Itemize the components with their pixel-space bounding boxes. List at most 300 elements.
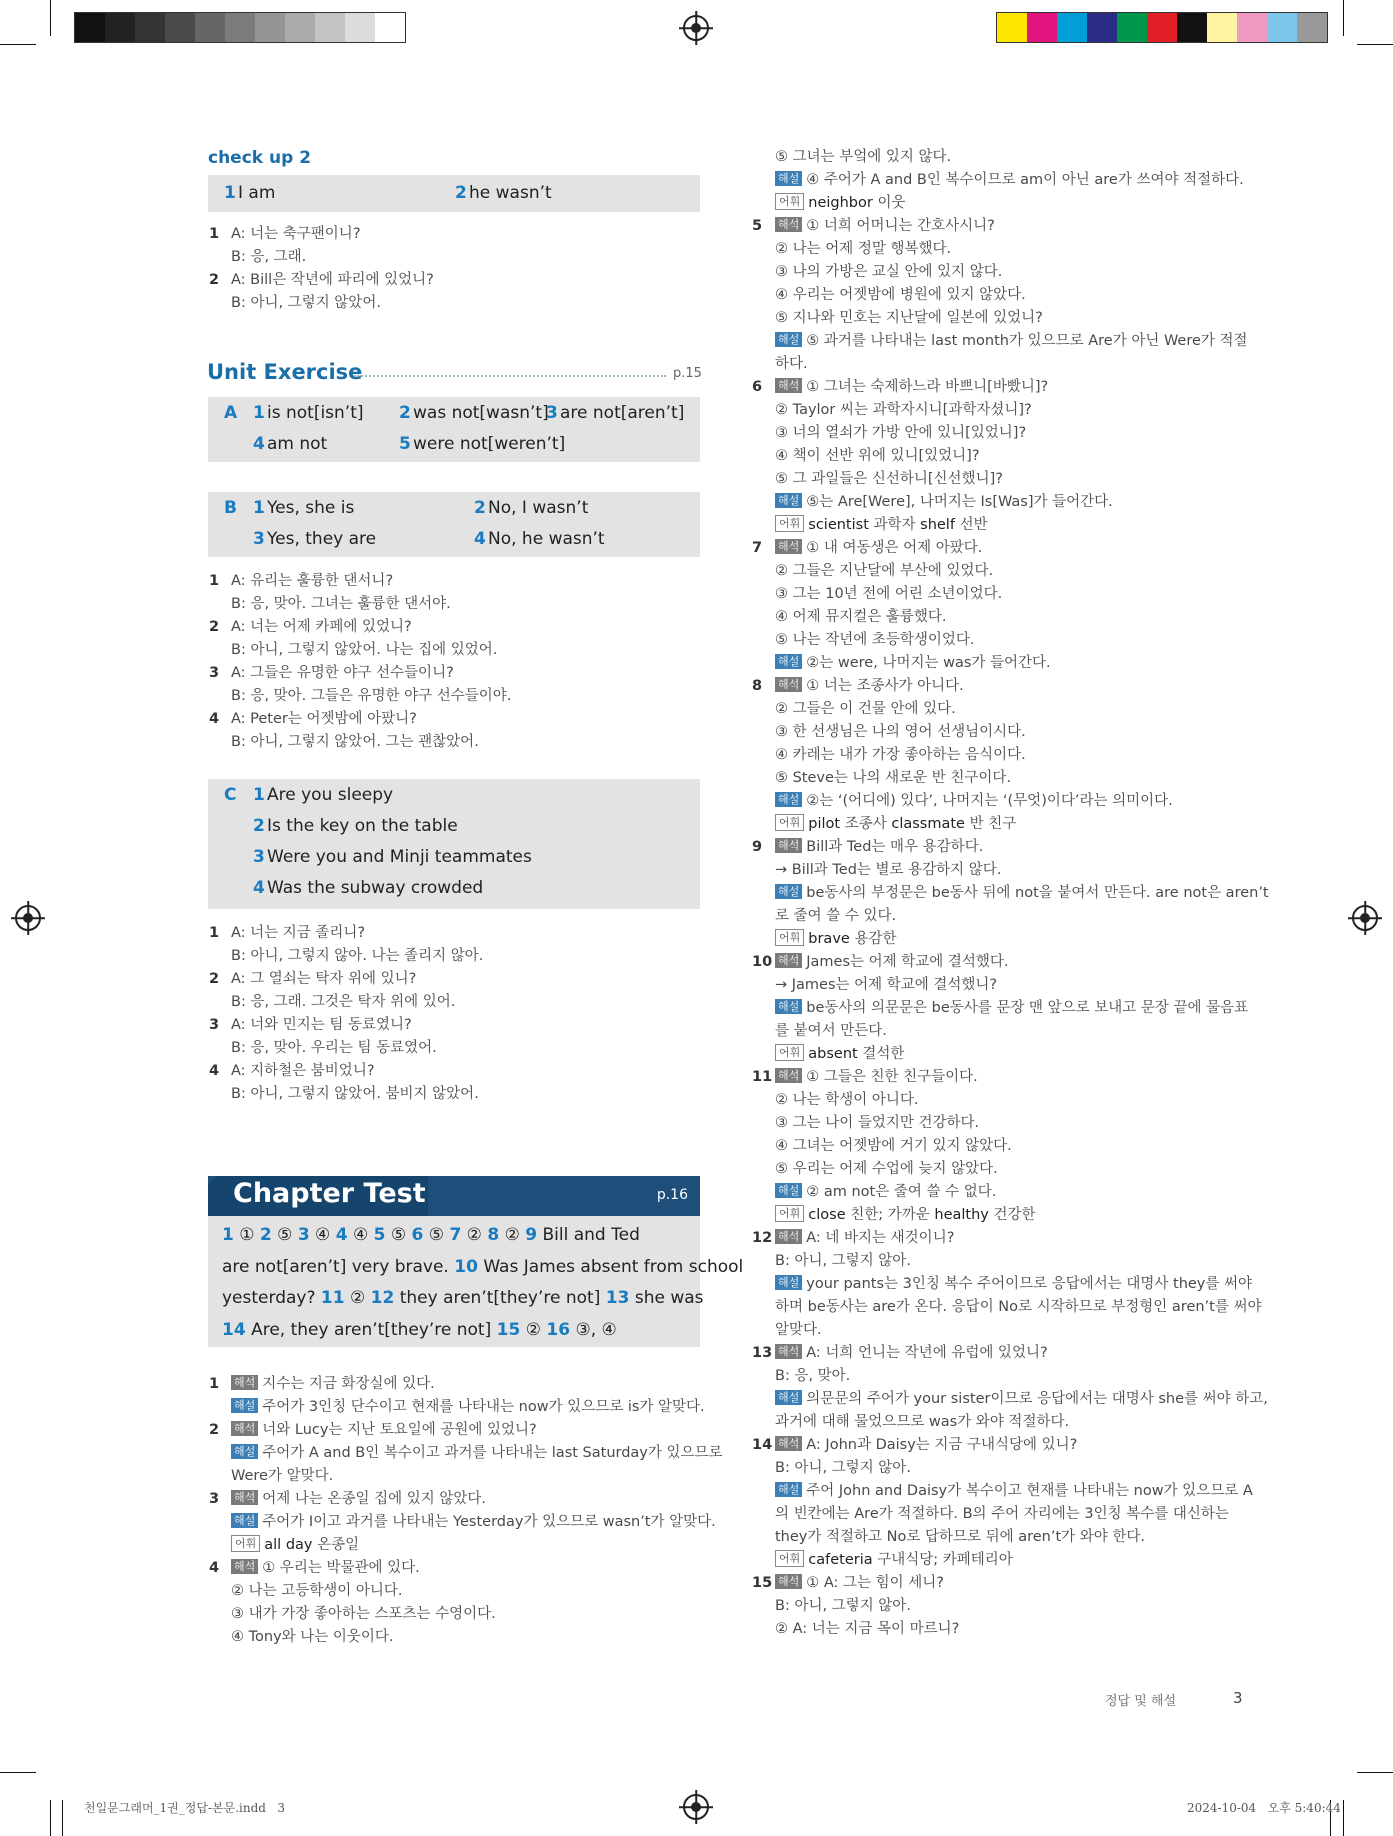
line-text: A: 네 바지는 새것이니? (806, 1230, 955, 1246)
explanation-line (231, 292, 381, 315)
explanation-line (775, 882, 1269, 905)
explanation-line (775, 1273, 1252, 1296)
line-text: ⑤ 지나와 민호는 지난달에 일본에 있었니? (775, 310, 1043, 326)
page-number: 3 (1233, 1689, 1243, 1707)
vocab-word: brave (808, 931, 855, 947)
crop-mark (1343, 1800, 1344, 1836)
label-tag-vocab: 어휘 (775, 515, 804, 532)
explanation-line (231, 593, 451, 616)
line-text: 주어가 3인칭 단수이고 현재를 나타내는 now가 있으므로 is가 알맞다. (262, 1399, 705, 1415)
label-tag-explanation: 해설 (775, 654, 802, 669)
explanation-line (775, 606, 947, 629)
answer-text: ⑤ (423, 1225, 450, 1245)
answer-number: 2 (455, 183, 467, 203)
label-tag-translation: 해석 (775, 1574, 802, 1589)
line-text: 주어가 A and B인 복수이고 과거를 나타내는 last Saturday가 있으므로 (262, 1445, 723, 1461)
answer-number: 4 (335, 1225, 348, 1245)
line-text: ④ 우리는 어젯밤에 병원에 있지 않았다. (775, 287, 1026, 303)
label-tag-translation: 해석 (775, 677, 802, 692)
explanation-line (231, 1060, 375, 1083)
crop-mark (1357, 44, 1393, 45)
line-text: A: 너희 언니는 작년에 유럽에 있었니? (806, 1345, 1048, 1361)
answer-text: ⑤ (271, 1225, 298, 1245)
line-text: A: 지하철은 붐비었니? (231, 1063, 375, 1079)
answer-number: 1 (253, 403, 265, 423)
explanation-line (775, 491, 1113, 514)
line-text: B: 아니, 그렇지 않아. (775, 1598, 911, 1614)
item-number: 11 (752, 1069, 773, 1085)
line-text: → Bill과 Ted는 별로 용감하지 않다. (775, 862, 1002, 878)
label-tag-explanation: 해설 (231, 1444, 258, 1459)
line-text: be동사의 부정문은 be동사 뒤에 not을 붙여서 만든다. are not은 aren’t (806, 885, 1269, 901)
explanation-line (775, 514, 988, 537)
explanation-line (775, 1135, 1012, 1158)
explanation-line (775, 215, 995, 238)
explanation-line (231, 1557, 420, 1580)
answer-text: is not[isn’t] (267, 403, 364, 423)
page-ref: p.15 (673, 366, 702, 381)
line-text: 구내식당; 카페테리아 (877, 1552, 1013, 1568)
vocab-word: pilot (808, 816, 845, 832)
explanation-line (775, 307, 1043, 330)
answer-number: 16 (546, 1319, 571, 1340)
explanation-line (775, 169, 1244, 192)
explanation-line (231, 1534, 359, 1557)
explanation-line (231, 1511, 716, 1534)
explanation-line (231, 1396, 705, 1419)
item-number: 2 (209, 272, 220, 288)
line-text: ③ 그는 나이 들었지만 건강하다. (775, 1115, 980, 1131)
label-tag-explanation: 해설 (775, 1482, 802, 1497)
explanation-line (775, 146, 951, 169)
answer-number: 4 (253, 878, 265, 898)
line-text: ⑤ 그 과일들은 신선하니[신선했니]? (775, 471, 1003, 487)
crop-mark (50, 0, 51, 36)
answer-text: ③, ④ (570, 1319, 617, 1340)
explanation-line (775, 1572, 944, 1595)
answer-text: yesterday? (222, 1288, 321, 1308)
vocab-word: scientist (808, 517, 874, 533)
line-text: A: 너와 민지는 팀 동료였니? (231, 1017, 412, 1033)
answer-text: am not (267, 434, 328, 454)
line-text: ② 나는 어제 정말 행복했다. (775, 241, 952, 257)
line-text: ② 나는 학생이 아니다. (775, 1092, 919, 1108)
item-number: 1 (209, 925, 220, 941)
explanation-line (231, 1373, 435, 1396)
answer-number: 8 (487, 1225, 500, 1245)
explanation-line (775, 1204, 1036, 1227)
item-number: 2 (209, 971, 220, 987)
answer-number: 7 (449, 1225, 462, 1245)
answer-text: Are you sleepy (267, 785, 394, 805)
answer-text: ⑤ (385, 1225, 412, 1245)
answer-text: Yes, they are (267, 529, 377, 549)
line-text: A: Peter는 어젯밤에 아팠니? (231, 711, 417, 727)
line-text: ②는 ‘(어디에) 있다’, 나머지는 ‘(무엇)이다’라는 의미이다. (806, 793, 1173, 809)
explanation-line (775, 974, 997, 997)
title-leader-dots (354, 375, 666, 377)
explanation-line (775, 767, 1011, 790)
line-text: be동사의 의문문은 be동사를 문장 맨 앞으로 보내고 문장 끝에 물음표 (806, 1000, 1249, 1016)
explanation-line (775, 675, 964, 698)
label-tag-vocab: 어휘 (775, 1550, 804, 1567)
line-text: 를 붙여서 만든다. (775, 1023, 887, 1039)
explanation-line (775, 721, 1026, 744)
line-text: 결석한 (862, 1046, 905, 1062)
line-text: ③ 너의 열쇠가 가방 안에 있니[있었니]? (775, 425, 1027, 441)
answer-text: Was the subway crowded (267, 878, 484, 898)
explanation-line (775, 399, 1032, 422)
line-text: ④ 카레는 내가 가장 좋아하는 음식이다. (775, 747, 1026, 763)
label-tag-explanation: 해설 (775, 332, 802, 347)
line-text: ⑤는 Are[Were], 나머지는 Is[Was]가 들어간다. (806, 494, 1113, 510)
line-text: 과거에 대해 물었으므로 was가 와야 적절하다. (775, 1414, 1070, 1430)
line-text: A: John과 Daisy는 지금 구내식당에 있니? (806, 1437, 1078, 1453)
line-text: 하며 be동사는 are가 온다. 응답이 No로 시작하므로 부정형인 aren’t를 써야 (775, 1299, 1262, 1315)
answer-number: 14 (222, 1319, 246, 1340)
line-text: ① 우리는 박물관에 있다. (262, 1560, 420, 1576)
answer-text: was not[wasn’t] (413, 403, 549, 423)
line-text: ③ 내가 가장 좋아하는 스포츠는 수영이다. (231, 1606, 496, 1622)
answer-text: ④ (309, 1225, 336, 1245)
line-text: A: Bill은 작년에 파리에 있었니? (231, 272, 434, 288)
label-tag-translation: 해석 (231, 1490, 258, 1505)
explanation-line (775, 928, 896, 951)
item-number: 8 (752, 678, 763, 694)
label-tag-translation: 해석 (775, 1344, 802, 1359)
file-slug: 천일문그래머_1권_정답-본문.indd 3 (84, 1801, 286, 1815)
answer-number: 11 (320, 1288, 345, 1308)
exercise-b-box (208, 492, 700, 557)
explanation-line (231, 223, 361, 246)
crop-mark (50, 1800, 51, 1836)
label-tag-translation: 해석 (231, 1559, 258, 1574)
answer-row (222, 1220, 686, 1252)
line-text: B: 응, 맞아. 그들은 유명한 야구 선수들이야. (231, 688, 512, 704)
line-text: B: 아니, 그렇지 않았어. 그는 괜찮았어. (231, 734, 479, 750)
explanation-line (231, 945, 483, 968)
explanation-line (775, 1595, 911, 1618)
line-text: B: 아니, 그렇지 않았어. 붐비지 않았어. (231, 1086, 479, 1102)
line-text: 선반 (959, 517, 988, 533)
item-number: 7 (752, 540, 763, 556)
line-text: B: 아니, 그렇지 않았어. (231, 295, 381, 311)
line-text: ② am not은 줄여 쓸 수 없다. (806, 1184, 997, 1200)
label-tag-vocab: 어휘 (775, 814, 804, 831)
item-number: 2 (209, 1422, 220, 1438)
label-tag-translation: 해석 (775, 1229, 802, 1244)
label-tag-explanation: 해설 (775, 1275, 802, 1290)
explanation-line (231, 1488, 486, 1511)
line-text: James는 어제 학교에 결석했다. (806, 954, 1009, 970)
explanation-line (775, 652, 1051, 675)
answer-number: 12 (370, 1288, 395, 1308)
vocab-word: classmate (886, 816, 970, 832)
item-number: 4 (209, 711, 220, 727)
label-tag-explanation: 해설 (775, 884, 802, 899)
line-text: ③ 그는 10년 전에 어린 소년이었다. (775, 586, 1003, 602)
line-text: 하다. (775, 356, 808, 372)
answer-text: I am (238, 183, 276, 203)
line-text: 의 빈칸에는 Are가 적절하다. B의 주어 자리에는 3인칭 복수를 대신하는 (775, 1506, 1229, 1522)
explanation-line (775, 1066, 978, 1089)
line-text: ① 너희 어머니는 간호사시니? (806, 218, 995, 234)
explanation-line (775, 468, 1003, 491)
line-text: B: 응, 그래. (231, 249, 307, 265)
line-text: B: 아니, 그렇지 않아. (775, 1253, 911, 1269)
item-number: 3 (209, 665, 220, 681)
explanation-line (231, 1580, 403, 1603)
section-letter: A (224, 403, 238, 423)
explanation-line (775, 1181, 996, 1204)
answer-number: 4 (253, 434, 265, 454)
answer-number: 3 (546, 403, 558, 423)
explanation-line (775, 790, 1173, 813)
explanation-line (775, 445, 980, 468)
explanation-line (775, 1480, 1253, 1503)
explanation-line (775, 813, 1016, 836)
answer-text: Was James absent from school (477, 1256, 744, 1277)
explanation-line (775, 330, 1248, 353)
answer-row (222, 1315, 686, 1347)
label-tag-translation: 해석 (775, 838, 802, 853)
explanation-line (231, 639, 497, 662)
explanation-line (775, 284, 1026, 307)
explanation-line (775, 698, 956, 721)
label-tag-translation: 해석 (231, 1375, 258, 1390)
line-text: ① 너는 조종사가 아니다. (806, 678, 964, 694)
line-text: 온종일 (317, 1537, 360, 1553)
line-text: ④ 그녀는 어젯밤에 거기 있지 않았다. (775, 1138, 1012, 1154)
item-number: 1 (209, 1376, 220, 1392)
answer-text: ② (344, 1288, 371, 1308)
line-text: B: 응, 그래. 그것은 탁자 위에 있어. (231, 994, 456, 1010)
vocab-word: absent (808, 1046, 863, 1062)
line-text: B: 응, 맞아. (775, 1368, 851, 1384)
item-number: 1 (209, 573, 220, 589)
item-number: 15 (752, 1575, 773, 1591)
label-tag-translation: 해석 (775, 1068, 802, 1083)
vocab-word: neighbor (808, 195, 878, 211)
line-text: → James는 어제 학교에 결석했니? (775, 977, 998, 993)
line-text: 너와 Lucy는 지난 토요일에 공원에 있었니? (262, 1422, 537, 1438)
line-text: they가 적절하고 No로 답하므로 뒤에 aren’t가 와야 한다. (775, 1529, 1146, 1545)
answer-number: 2 (253, 816, 265, 836)
explanation-line (775, 859, 1001, 882)
explanation-line (775, 1020, 887, 1043)
line-text: ④ Tony와 나는 이웃이다. (231, 1629, 394, 1645)
answer-text: Were you and Minji teammates (267, 847, 532, 867)
label-tag-explanation: 해설 (231, 1398, 258, 1413)
color-bar (996, 12, 1328, 43)
item-number: 6 (752, 379, 763, 395)
label-tag-translation: 해석 (775, 539, 802, 554)
line-text: ④ 책이 선반 위에 있니[있었니]? (775, 448, 980, 464)
item-number: 13 (752, 1345, 773, 1361)
answer-text: Are, they aren’t[they’re not] (245, 1319, 497, 1340)
explanation-line (775, 1319, 822, 1342)
explanation-line (231, 685, 511, 708)
item-number: 4 (209, 1560, 220, 1576)
line-text: B: 아니, 그렇지 않았어. 나는 집에 있었어. (231, 642, 498, 658)
crop-mark (1357, 1772, 1393, 1773)
label-tag-vocab: 어휘 (775, 193, 804, 210)
label-tag-vocab: 어휘 (231, 1535, 260, 1552)
explanation-line (775, 997, 1248, 1020)
label-tag-vocab: 어휘 (775, 1205, 804, 1222)
line-text: ⑤ 그녀는 부엌에 있지 않다. (775, 149, 952, 165)
label-tag-explanation: 해설 (775, 171, 802, 186)
line-text: 과학자 (873, 517, 916, 533)
line-text: ④ 주어가 A and B인 복수이므로 am이 아닌 are가 쓰여야 적절하다. (806, 172, 1244, 188)
item-number: 12 (752, 1230, 773, 1246)
line-text: 반 친구 (969, 816, 1017, 832)
line-text: ⑤ Steve는 나의 새로운 반 친구이다. (775, 770, 1012, 786)
crop-mark (62, 1800, 63, 1836)
line-text: ② Taylor 씨는 과학자시니[과학자셨니]? (775, 402, 1032, 418)
item-number: 3 (209, 1017, 220, 1033)
answer-row (222, 1252, 744, 1284)
answer-text: she was (629, 1288, 704, 1308)
answer-row (222, 1283, 704, 1315)
answer-number: 1 (224, 183, 236, 203)
explanation-line (231, 1419, 537, 1442)
line-text: 어제 나는 온종일 집에 있지 않았다. (262, 1491, 487, 1507)
line-text: 건강한 (993, 1207, 1036, 1223)
explanation-line (775, 376, 1048, 399)
answer-number: 1 (222, 1225, 234, 1245)
line-text: ⑤ 우리는 어제 수업에 늦지 않았다. (775, 1161, 998, 1177)
line-text: 조종사 (844, 816, 887, 832)
answer-number: 3 (297, 1225, 310, 1245)
line-text: B: 아니, 그렇지 않아. 나는 졸리지 않아. (231, 948, 484, 964)
item-number: 9 (752, 839, 763, 855)
label-tag-translation: 해석 (775, 953, 802, 968)
item-number: 1 (209, 226, 220, 242)
answer-text: Is the key on the table (267, 816, 458, 836)
answer-number: 2 (259, 1225, 272, 1245)
explanation-line (775, 744, 1026, 767)
line-text: A: 너는 축구팬이니? (231, 226, 361, 242)
explanation-line (775, 1411, 1069, 1434)
vocab-word: all day (264, 1537, 318, 1553)
label-tag-explanation: 해설 (775, 999, 802, 1014)
item-number: 3 (209, 1491, 220, 1507)
line-text: ① 그들은 친한 친구들이다. (806, 1069, 978, 1085)
line-text: ① 그녀는 숙제하느라 바쁘니[바빴니]? (806, 379, 1049, 395)
label-tag-translation: 해석 (775, 378, 802, 393)
answer-text: Yes, she is (267, 498, 355, 518)
explanation-line (775, 1227, 954, 1250)
explanation-line (775, 1250, 911, 1273)
explanation-line (775, 1526, 1145, 1549)
explanation-line (775, 1112, 979, 1135)
answer-text: ④ (347, 1225, 374, 1245)
explanation-line (775, 951, 1009, 974)
line-text: 친한; 가까운 (850, 1207, 930, 1223)
answer-number: 3 (253, 529, 265, 549)
line-text: A: 그 열쇠는 탁자 위에 있니? (231, 971, 417, 987)
answer-text: No, I wasn’t (488, 498, 589, 518)
line-text: 주어가 I이고 과거를 나타내는 Yesterday가 있으므로 wasn’t가 알맞다. (262, 1514, 716, 1530)
line-text: ④ 어제 뮤지컬은 훌륭했다. (775, 609, 947, 625)
explanation-line (231, 269, 434, 292)
registration-mark-icon (683, 15, 709, 41)
label-tag-translation: 해석 (775, 1436, 802, 1451)
line-text: 이웃 (877, 195, 906, 211)
explanation-line (231, 1014, 412, 1037)
vocab-word: healthy (929, 1207, 994, 1223)
registration-mark-icon (683, 1794, 709, 1820)
line-text: ②는 were, 나머지는 was가 들어간다. (806, 655, 1051, 671)
label-tag-explanation: 해설 (231, 1513, 258, 1528)
label-tag-explanation: 해설 (775, 792, 802, 807)
explanation-line (231, 662, 454, 685)
explanation-line (231, 991, 455, 1014)
explanation-line (775, 537, 982, 560)
explanation-line (231, 1626, 394, 1649)
answer-text: Bill and Ted (537, 1225, 640, 1245)
crop-mark (0, 1772, 36, 1773)
vocab-word: cafeteria (808, 1552, 878, 1568)
answer-text: they aren’t[they’re not] (394, 1288, 606, 1308)
crop-mark (0, 44, 36, 45)
registration-mark-icon (15, 905, 41, 931)
crop-mark (1343, 0, 1344, 36)
label-tag-explanation: 해설 (775, 1183, 802, 1198)
explanation-line (775, 629, 975, 652)
vocab-word: close (808, 1207, 851, 1223)
explanation-line (231, 246, 306, 269)
line-text: Were가 알맞다. (231, 1468, 334, 1484)
vocab-word: shelf (915, 517, 960, 533)
answer-text: ② (461, 1225, 488, 1245)
explanation-line (775, 1503, 1229, 1526)
line-text: A: 그들은 유명한 야구 선수들이니? (231, 665, 454, 681)
explanation-line (775, 1549, 1013, 1572)
explanation-line (231, 1083, 479, 1106)
chapter-test-answers (208, 1216, 744, 1347)
line-text: ③ 한 선생님은 나의 영어 선생님이시다. (775, 724, 1026, 740)
explanation-line (775, 1434, 1077, 1457)
explanation-line (775, 238, 951, 261)
line-text: ① 내 여동생은 어제 아팠다. (806, 540, 983, 556)
answer-text: No, he wasn’t (488, 529, 605, 549)
answer-number: 9 (525, 1225, 538, 1245)
explanation-line (231, 968, 416, 991)
unit-exercise-title: Unit Exercise (207, 360, 363, 384)
page-ref: p.16 (656, 1187, 688, 1203)
explanation-line (775, 560, 993, 583)
answer-number: 1 (253, 785, 265, 805)
explanation-line (231, 708, 417, 731)
explanation-line (775, 1365, 850, 1388)
chapter-test-header (208, 1176, 700, 1216)
answer-text: are not[aren’t] (560, 403, 685, 423)
label-tag-explanation: 해설 (775, 1390, 802, 1405)
answer-number: 4 (474, 529, 486, 549)
line-text: ① A: 그는 힘이 세니? (806, 1575, 944, 1591)
explanation-line (775, 422, 1026, 445)
grayscale-bar (74, 12, 406, 43)
line-text: A: 너는 지금 졸리니? (231, 925, 366, 941)
answer-text: ② (499, 1225, 526, 1245)
explanation-line (775, 905, 896, 928)
line-text: ② 그들은 지난달에 부산에 있었다. (775, 563, 994, 579)
answer-number: 2 (474, 498, 486, 518)
line-text: ⑤ 과거를 나타내는 last month가 있으므로 Are가 아닌 Were가 적절 (806, 333, 1248, 349)
answer-number: 5 (399, 434, 411, 454)
